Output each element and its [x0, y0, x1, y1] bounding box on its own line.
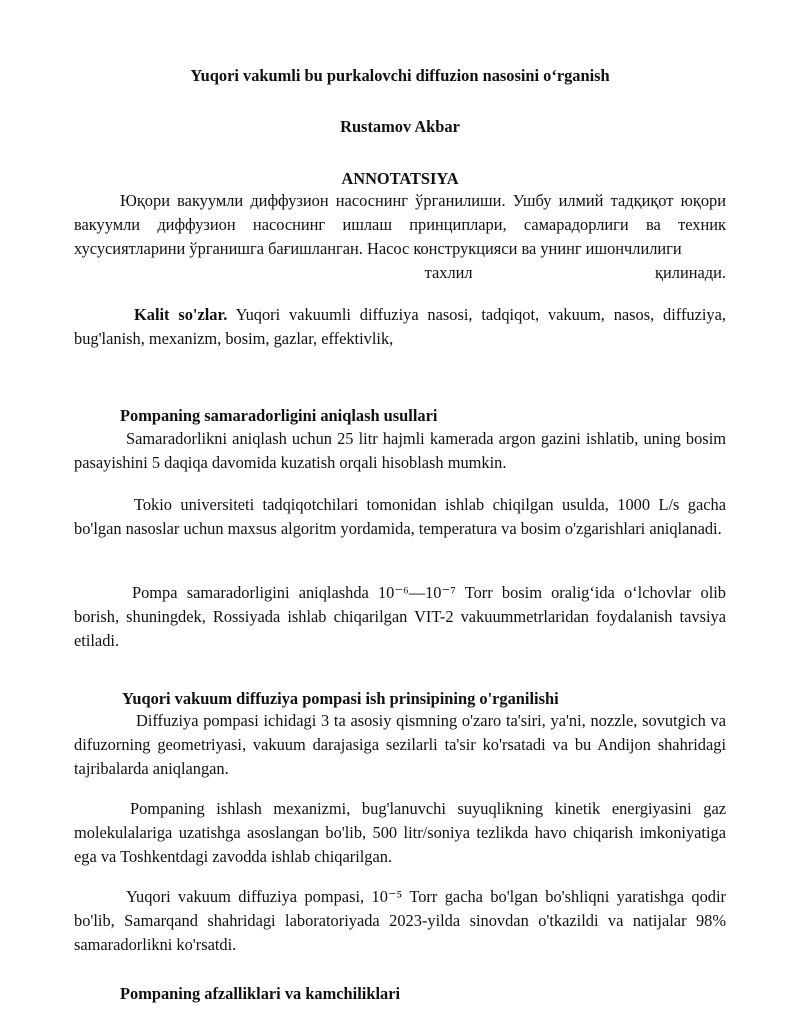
section-heading-efficiency-methods: Pompaning samaradorligini aniqlash usullari — [120, 406, 438, 425]
author-name: Rustamov Akbar — [340, 117, 460, 136]
abstract-tail-word-2: қилинади. — [655, 263, 726, 282]
document-title: Yuqori vakumli bu purkalovchi diffuzion nasosini o‘rganish — [190, 66, 610, 85]
section-heading-working-principle: Yuqori vakuum diffuziya pompasi ish prinsipining o'rganilishi — [122, 689, 559, 708]
keywords-paragraph — [74, 303, 726, 351]
keywords-label: Kalit so'zlar. — [134, 305, 228, 324]
section2-paragraph-3: Yuqori vakuum diffuziya pompasi, 10⁻⁵ Torr gacha bo'lgan bo'shliqni yaratishga qodir bo'lib, Samarqand shahridagi laboratoriyada 2023-yilda sinovdan o'tkazildi va natijalar 98% samaradorlikni ko'rsatdi. — [74, 887, 726, 954]
abstract-text: Юқори вакуумли диффузион насоснинг ўрганилиши. Ушбу илмий тадқиқот юқори вакуумли диффузион насоснинг ишлаш принциплари, самарадорлиги ва техник хусусиятларини ўрганишга бағишланган. Насос конструкцияси ва унинг ишончлилиги — [74, 191, 726, 258]
keywords-text: Yuqori vakuumli diffuziya nasosi, tadqiqot, vakuum, nasos, diffuziya, bug'lanish, mexanizm, bosim, gazlar, effektivlik, — [74, 305, 726, 348]
section1-paragraph-2: Tokio universiteti tadqiqotchilari tomonidan ishlab chiqilgan usulda, 1000 L/s gacha bo'lgan nasoslar uchun maxsus algoritm yordamida, temperatura va bosim o'zgarishlari aniqlanadi. — [74, 495, 726, 538]
section2-paragraph-1: Diffuziya pompasi ichidagi 3 ta asosiy qismning o'zaro ta'siri, ya'ni, nozzle, sovutgich va difuzorning geometriyasi, vakuum darajasiga sezilarli ta'sir ko'rsatadi va bu Andijon shahridagi tajribalarda aniqlangan. — [74, 711, 726, 778]
section2-paragraph-2: Pompaning ishlash mexanizmi, bug'lanuvchi suyuqlikning kinetik energiyasini gaz molekulalariga uzatishga asoslangan bo'lib, 500 litr/soniya tezlikda havo chiqarish imkoniyatiga ega va Toshkentdagi zavodda ishlab chiqarilgan. — [74, 799, 726, 866]
section1-paragraph-1: Samaradorlikni aniqlash uchun 25 litr hajmli kamerada argon gazini ishlatib, uning bosim pasayishini 5 daqiqa davomida kuzatish orqali hisoblash mumkin. — [74, 429, 726, 472]
abstract-heading: ANNOTATSIYA — [341, 169, 459, 188]
abstract-last-line — [74, 261, 726, 285]
abstract-tail-word-1: тахлил — [424, 263, 473, 282]
section1-paragraph-3: Pompa samaradorligini aniqlashda 10⁻⁶—10⁻⁷ Torr bosim oralig‘ida o‘lchovlar olib borish, shuningdek, Rossiyada ishlab chiqarilgan VIT-2 vakuummetrlaridan foydalanish tavsiya etiladi. — [74, 583, 726, 650]
section-heading-pros-cons: Pompaning afzalliklari va kamchiliklari — [120, 984, 401, 1003]
abstract-paragraph — [74, 189, 726, 261]
